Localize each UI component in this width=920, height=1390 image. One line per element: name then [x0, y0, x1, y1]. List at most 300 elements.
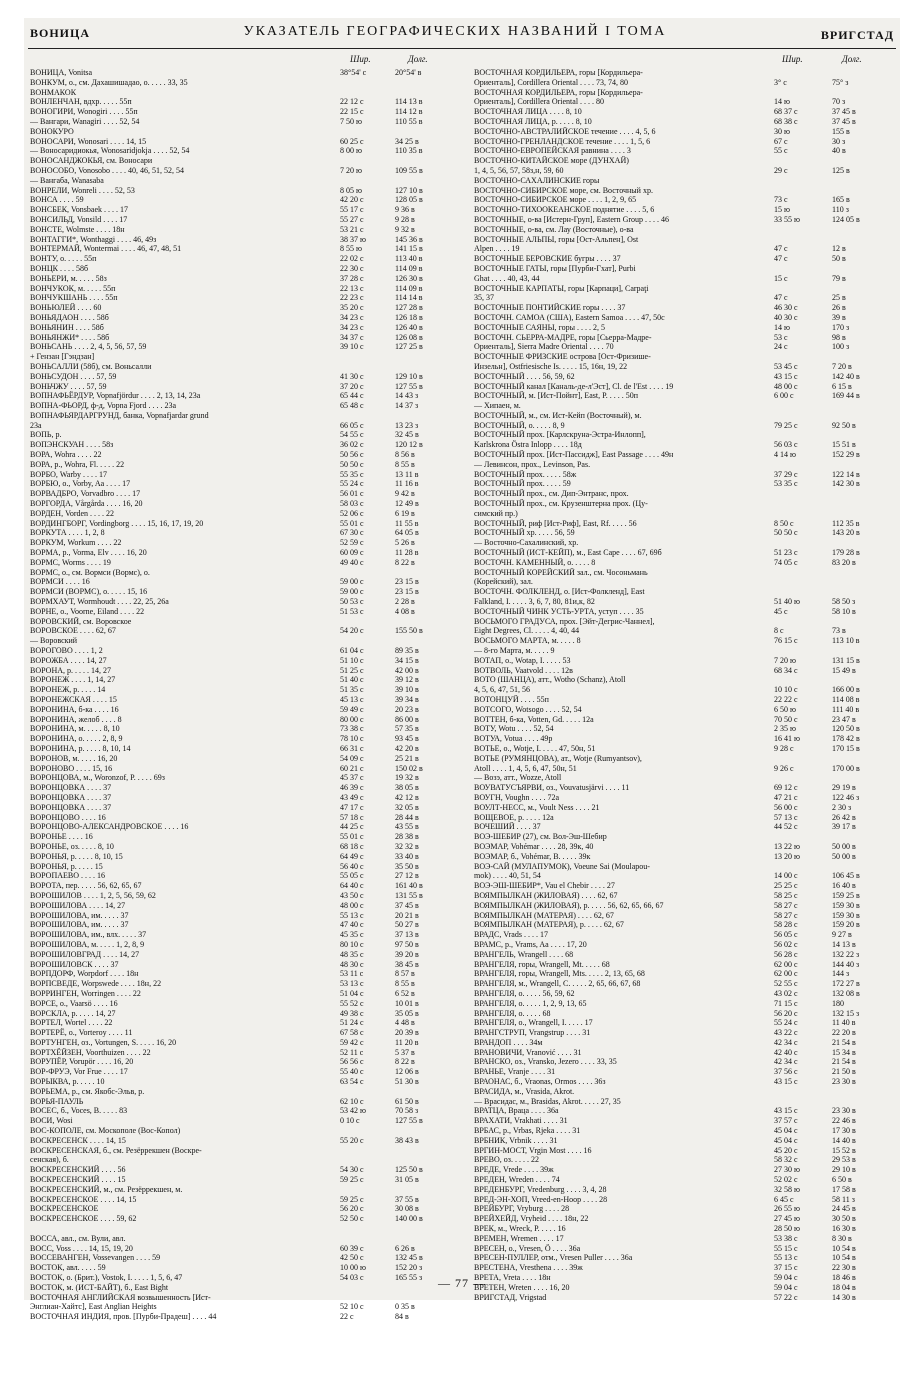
- entry-latitude: 54 03 с: [340, 1273, 364, 1283]
- entry-longitude: 38 05 в: [395, 783, 419, 793]
- index-entry: [474, 528, 892, 538]
- entry-latitude: 45 13 с: [340, 695, 364, 704]
- entry-longitude: 37 45 в: [832, 116, 856, 126]
- entry-name: mok) . . . . 40, 51, 54: [474, 871, 541, 881]
- entry-name: — Врасидас, м., Brasidas, Akrot. . . . . 27, 35: [474, 1096, 621, 1106]
- entry-longitude: 29 53 в: [832, 1155, 856, 1165]
- entry-latitude: 54 30 с: [340, 1165, 364, 1175]
- entry-name: ВРГИН-МОСТ, Vrgin Most . . . . 16: [474, 1145, 592, 1155]
- entry-name: ВОСЬМОГО МАРТА, м. . . . . 8: [474, 636, 581, 646]
- index-entry: [474, 127, 892, 137]
- entry-name: ВОРОПАЕВО . . . . 16: [30, 871, 105, 881]
- index-entry: [474, 88, 892, 98]
- entry-name: ВРЕДЕНБУРГ, Vredenburg . . . . 3, 4, 28: [474, 1184, 607, 1194]
- entry-longitude: 15 49 в: [832, 665, 856, 675]
- entry-name: ВОРМС, о., см. Вормси (Вормс), о.: [30, 567, 150, 577]
- index-entry: [474, 1106, 892, 1116]
- entry-longitude: 64 05 в: [395, 528, 419, 538]
- entry-name: ВОРОНЦОВКА . . . . 37: [30, 783, 112, 793]
- entry-latitude: 55 17 с: [340, 205, 364, 215]
- entry-latitude: 59 25 с: [340, 1194, 364, 1204]
- index-entry: [474, 1195, 892, 1205]
- index-entry: [30, 470, 454, 480]
- entry-latitude: 42 34 с: [774, 1057, 798, 1067]
- entry-longitude: 26 42 в: [832, 812, 856, 822]
- index-entry: [474, 146, 892, 156]
- entry-name: ВОЩЕВОЕ, р. . . . . 12а: [474, 812, 554, 822]
- entry-latitude: 44 25 с: [340, 822, 364, 832]
- entry-name: ВОПНАФЬЯРДАРГРУНД, банка, Vopnafjardar grund: [30, 410, 209, 420]
- entry-longitude: 58 11 з: [832, 1194, 855, 1204]
- index-entry: [474, 137, 892, 147]
- entry-name: ВОРОШИЛОВСК . . . . 37: [30, 959, 119, 969]
- entry-longitude: 4 48 в: [395, 1018, 415, 1028]
- entry-longitude: 126 18 в: [395, 312, 423, 322]
- entry-latitude: 68 38 с: [774, 116, 798, 126]
- index-entry: [30, 127, 454, 137]
- index-entry: [30, 519, 454, 529]
- index-entry: [30, 460, 454, 470]
- entry-longitude: 57 35 в: [395, 724, 419, 734]
- index-entry: [474, 734, 892, 744]
- entry-longitude: 152 29 в: [832, 450, 860, 460]
- entry-name: ВОНЬЯНЖИ* . . . . 58б: [30, 332, 110, 342]
- index-entry: [30, 989, 454, 999]
- entry-latitude: 55 01 с: [340, 518, 364, 528]
- entry-latitude: 58 27 с: [774, 910, 798, 920]
- index-entry: [30, 1146, 454, 1156]
- entry-latitude: 64 40 с: [340, 881, 364, 891]
- entry-name: ВОНИЦА, Vonitsa: [30, 68, 93, 77]
- index-entry: [30, 793, 454, 803]
- index-entry: [474, 930, 892, 940]
- index-entry: [474, 195, 892, 205]
- index-entry: [30, 362, 454, 372]
- entry-longitude: 11 28 в: [395, 548, 419, 558]
- entry-name: ВОРПСВЕДЕ, Worpswede . . . . 18н, 22: [30, 979, 162, 989]
- index-entry: [30, 401, 454, 411]
- index-entry: [30, 137, 454, 147]
- lon-header: Долг.: [408, 54, 428, 64]
- entry-name: ВОРОНЦОВО-АЛЕКСАНДРОВСКОЕ . . . . 16: [30, 822, 189, 832]
- entry-name: ВОСЕС, б., Voces, B. . . . . 83: [30, 1106, 128, 1116]
- entry-latitude: 42 50 с: [340, 1253, 364, 1263]
- entry-name: ВРАНЬЕ, Vranje . . . . 31: [474, 1067, 556, 1077]
- entry-latitude: 58 27 с: [774, 900, 798, 910]
- entry-name: ВОРКУМ, Workum . . . . 22: [30, 538, 122, 548]
- entry-longitude: 28 38 в: [395, 832, 419, 842]
- index-entry: [474, 1263, 892, 1273]
- entry-longitude: 29 10 в: [832, 1165, 856, 1175]
- index-entry: [474, 1067, 892, 1077]
- entry-name: ВОЭ-САЙ (МУЛАПУМОК), Voeune Sai (Moulapou-: [474, 861, 650, 871]
- entry-name: ВОСТОЧНО-ГРЕНЛАНДСКОЕ течение . . . . 1, 5, 6: [474, 136, 651, 146]
- entry-latitude: 43 49 с: [340, 792, 364, 802]
- entry-longitude: 9 28 в: [395, 214, 415, 224]
- entry-longitude: 98 в: [832, 332, 846, 342]
- index-entry: [474, 813, 892, 823]
- entry-latitude: 56 20 с: [774, 1008, 798, 1018]
- entry-latitude: 32 58 ю: [774, 1184, 800, 1194]
- entry-name: ВОРСКЛА, р. . . . . 14, 27: [30, 1008, 116, 1018]
- entry-latitude: 34 23 с: [340, 322, 364, 332]
- entry-name: Ориенталь], Sierra Madre Oriental . . . . 70: [474, 342, 614, 352]
- index-entry: [474, 342, 892, 352]
- entry-latitude: 24 с: [774, 342, 788, 352]
- lat-header: Шир.: [782, 54, 803, 64]
- entry-name: ВОЭ-ШЕБИР (27), см. Вол-Эш-Шебир: [474, 832, 607, 842]
- index-entry: [30, 235, 454, 245]
- entry-latitude: 67 58 с: [340, 1028, 364, 1038]
- index-entry: [474, 950, 892, 960]
- entry-name: ВОРДИНГБОРГ, Vordingborg . . . . 15, 16, 17, 19, 20: [30, 518, 204, 528]
- entry-latitude: 51 53 с: [340, 606, 364, 616]
- entry-latitude: 4 14 ю: [774, 450, 796, 460]
- entry-name: ВОУГН, Voughn . . . . 72а: [474, 792, 560, 802]
- index-entry: [474, 176, 892, 186]
- entry-latitude: 60 09 с: [340, 548, 364, 558]
- index-entry: [30, 617, 454, 627]
- entry-longitude: 128 05 в: [395, 195, 423, 205]
- index-entry: [474, 107, 892, 117]
- entry-longitude: 84 в: [395, 1312, 409, 1322]
- index-entry: [30, 1185, 454, 1195]
- entry-longitude: 9 27 в: [832, 930, 852, 940]
- entry-name: ВОРМСИ (ВОРМС), о. . . . . 15, 16: [30, 587, 148, 597]
- entry-longitude: 132 45 в: [395, 1253, 423, 1263]
- index-entry: [30, 1106, 454, 1116]
- entry-name: ВОРА, р., Wohra, Fl. . . . . 22: [30, 459, 125, 469]
- entry-longitude: 13 23 з: [395, 420, 419, 430]
- index-entry: [474, 1244, 892, 1254]
- index-entry: [30, 715, 454, 725]
- entry-name: ВРАНГЕЛЯ, о. . . . . 1, 2, 9, 13, 65: [474, 998, 587, 1008]
- entry-name: Ориенталь], Cordillera Oriental . . . . 73, 74, 80: [474, 77, 629, 87]
- index-entry: [30, 548, 454, 558]
- index-entry: [474, 969, 892, 979]
- entry-name: ВОНЛЕНЧАН, вдхр. . . . . 55п: [30, 97, 132, 107]
- entry-longitude: 37 45 в: [832, 107, 856, 117]
- index-entry: [30, 499, 454, 509]
- entry-name: ВОТТЕН, б-ка, Votten, Gd. . . . . 12а: [474, 714, 594, 724]
- page-number: — 77 —: [438, 1276, 486, 1290]
- entry-latitude: 52 10 с: [340, 1302, 364, 1312]
- index-entry: [30, 333, 454, 343]
- index-entry: [30, 940, 454, 950]
- entry-longitude: 40 в: [832, 146, 846, 156]
- index-entry: [474, 1028, 892, 1038]
- index-entry: [474, 577, 892, 587]
- entry-latitude: 67 30 с: [340, 528, 364, 538]
- entry-name: ВОСТОЧНЫЙ ЧИНК УСТЬ-УРТА, уступ . . . . 35: [474, 606, 644, 616]
- entry-name: ВОССА, авл., см. Вули, авл.: [30, 1233, 126, 1243]
- entry-longitude: 89 35 в: [395, 646, 419, 656]
- entry-longitude: 9 42 в: [395, 489, 415, 499]
- index-entry: [474, 920, 892, 930]
- index-entry: [474, 705, 892, 715]
- index-entry: [30, 803, 454, 813]
- entry-latitude: 52 02 с: [774, 1175, 798, 1185]
- index-entry: [30, 646, 454, 656]
- index-entry: [474, 274, 892, 284]
- index-entry: [474, 989, 892, 999]
- entry-longitude: 23 47 в: [832, 714, 856, 724]
- entry-latitude: 45 04 с: [774, 1126, 798, 1136]
- index-entry: [474, 1155, 892, 1165]
- entry-latitude: 55 05 с: [340, 871, 364, 881]
- index-entry: [30, 656, 454, 666]
- entry-longitude: 100 з: [832, 342, 850, 352]
- index-entry: [30, 1136, 454, 1146]
- entry-name: ВРАОНАС, б., Vraonas, Ormos . . . . 36з: [474, 1077, 606, 1087]
- entry-latitude: 42 34 с: [774, 1037, 798, 1047]
- entry-name: ВОРОНИНА, б-ка . . . . 16: [30, 704, 119, 714]
- entry-longitude: 161 40 в: [395, 881, 423, 891]
- entry-longitude: 114 08 в: [832, 695, 860, 704]
- entry-latitude: 30 ю: [774, 126, 790, 136]
- index-entry: [474, 1136, 892, 1146]
- entry-name: ВОРОШИЛОВА, им., влх. . . . . 37: [30, 930, 147, 940]
- index-entry: [30, 842, 454, 852]
- entry-name: ВОРОВСКОЕ . . . . 62, 67: [30, 626, 116, 636]
- entry-longitude: 113 10 в: [832, 636, 860, 646]
- entry-name: ВОРБО, Warby . . . . 17: [30, 469, 108, 479]
- entry-longitude: 15 52 в: [832, 1145, 856, 1155]
- entry-longitude: 83 20 в: [832, 557, 856, 567]
- entry-name: ВОРПДОРФ, Worpdorf . . . . 18н: [30, 969, 139, 979]
- entry-longitude: 6 52 в: [395, 988, 415, 998]
- index-entry: [474, 205, 892, 215]
- entry-latitude: 47 21 с: [774, 792, 798, 802]
- entry-name: ВОНЬЯНИН . . . . 58б: [30, 322, 104, 332]
- entry-name: ВРЕВО, оз. . . . . 22: [474, 1155, 539, 1165]
- entry-name: ВОРРИНГЕН, Worringen . . . . 22: [30, 988, 141, 998]
- entry-name: ВОСТОЧНО-КИТАЙСКОЕ море (ДУНХАЙ): [474, 156, 629, 166]
- entry-name: ВРБНИК, Vrbnik . . . . 31: [474, 1135, 558, 1145]
- entry-latitude: 8 00 ю: [340, 146, 362, 156]
- entry-latitude: 53 11 с: [340, 969, 364, 979]
- index-entry: [474, 675, 892, 685]
- index-entry: [30, 293, 454, 303]
- entry-latitude: 48 35 с: [340, 949, 364, 959]
- entry-longitude: 143 20 в: [832, 528, 860, 538]
- index-entry: [30, 950, 454, 960]
- index-entry: [30, 813, 454, 823]
- entry-name: ВОЯМПЫЛКАН (ЖИЛОВАЯ), р. . . . . 56, 62, 65, 66, 67: [474, 900, 664, 910]
- entry-name: ВРЕСЕН, о., Vresen, Ö . . . . 36а: [474, 1243, 581, 1253]
- entry-latitude: 6 50 ю: [774, 704, 796, 714]
- entry-latitude: 53 45 с: [774, 361, 798, 371]
- entry-longitude: 37 13 в: [395, 930, 419, 940]
- entry-name: ВОСТОЧН. САМОА (США), Eastern Samoa . . . . 47, 50с: [474, 312, 665, 322]
- entry-longitude: 180: [832, 998, 844, 1008]
- entry-longitude: 51 30 в: [395, 1077, 419, 1087]
- entry-longitude: 10 54 в: [832, 1243, 856, 1253]
- entry-latitude: 56 00 с: [774, 802, 798, 812]
- entry-latitude: 50 50 с: [340, 459, 364, 469]
- entry-latitude: 57 13 с: [774, 812, 798, 822]
- index-entry: [474, 538, 892, 548]
- index-entry: [474, 333, 892, 343]
- entry-latitude: 49 38 с: [340, 1008, 364, 1018]
- entry-latitude: 51 10 с: [340, 655, 364, 665]
- entry-longitude: 110 55 в: [395, 116, 423, 126]
- entry-longitude: 126 40 в: [395, 322, 423, 332]
- entry-name: ВОСТОЧНЫЙ, м., см. Ист-Кейп (Восточный), м.: [474, 410, 642, 420]
- entry-latitude: 58 28 с: [774, 920, 798, 930]
- entry-name: ВРАНГЕЛЯ, о., Wrangell, I. . . . . 17: [474, 1018, 593, 1028]
- entry-name: ВРАСИДА, м., Vrasida, Akrot.: [474, 1086, 575, 1096]
- index-entry: [30, 215, 454, 225]
- entry-latitude: 54 20 с: [340, 626, 364, 636]
- index-entry: [474, 470, 892, 480]
- entry-longitude: 165 55 з: [395, 1273, 423, 1283]
- entry-name: ВОРОНЦОВО . . . . 16: [30, 812, 106, 822]
- index-entry: [30, 1175, 454, 1185]
- entry-name: ВРАНГЕЛЯ, о. . . . . 56, 59, 62: [474, 988, 575, 998]
- entry-longitude: 37 55 в: [395, 1194, 419, 1204]
- entry-longitude: 114 09 в: [395, 283, 423, 293]
- index-entry: [30, 734, 454, 744]
- entry-name: ВОРМА, р., Vorma, Elv . . . . 16, 20: [30, 548, 147, 558]
- entry-name: 1, 4, 5, 56, 57, 58з,н, 59, 60: [474, 165, 564, 175]
- entry-longitude: 14 43 з: [395, 391, 419, 401]
- index-entry: [474, 803, 892, 813]
- entry-latitude: 37 56 с: [774, 1067, 798, 1077]
- entry-name: ВОТЬЕ, о., Wotje, I. . . . . 47, 50н, 51: [474, 743, 596, 753]
- index-entry: [30, 1263, 454, 1273]
- entry-latitude: 45 35 с: [340, 930, 364, 940]
- index-entry: [30, 1009, 454, 1019]
- entry-longitude: 16 40 в: [832, 881, 856, 891]
- entry-latitude: 27 45 ю: [774, 1214, 800, 1224]
- index-entry: [474, 607, 892, 617]
- entry-latitude: 46 39 с: [340, 783, 364, 793]
- entry-latitude: 51 35 с: [340, 685, 364, 695]
- entry-longitude: 32 45 в: [395, 430, 419, 440]
- entry-latitude: 22 15 с: [340, 107, 364, 117]
- entry-name: ВОЯМПЫЛКАН (МАТЕРАЯ), р. . . . . 62, 67: [474, 920, 624, 930]
- entry-name: — 8-го Марта, м. . . . . 9: [474, 646, 555, 656]
- entry-name: ВОС-КОПОЛЕ, см. Москополе (Вос-Копол): [30, 1126, 181, 1136]
- index-entry: [474, 842, 892, 852]
- entry-name: ВОНСА . . . . 59: [30, 195, 84, 205]
- entry-longitude: 124 05 в: [832, 214, 860, 224]
- index-entry: [30, 666, 454, 676]
- entry-name: ВРАНГЕЛЯ, горы, Wrangell, Mt. . . . . 68: [474, 959, 610, 969]
- entry-longitude: 22 30 в: [832, 1263, 856, 1273]
- index-entry: [474, 695, 892, 705]
- entry-latitude: 51 25 с: [340, 665, 364, 675]
- index-entry: [474, 1057, 892, 1067]
- index-entry: [474, 421, 892, 431]
- entry-name: ВОСТОЧН. КАМЕННЫЙ, о. . . . . 8: [474, 557, 596, 567]
- entry-name: ВОРОГОВО . . . . 1, 2: [30, 646, 103, 656]
- index-entry: [30, 1204, 454, 1214]
- entry-longitude: 179 28 в: [832, 548, 860, 558]
- index-entry: [30, 1087, 454, 1097]
- entry-name: ВОЧЕШИЙ . . . . 37: [474, 822, 541, 832]
- entry-latitude: 43 15 с: [774, 1077, 798, 1087]
- index-entry: [30, 244, 454, 254]
- index-entry: [474, 1116, 892, 1126]
- entry-latitude: 80 10 с: [340, 939, 364, 949]
- index-entry: [30, 1077, 454, 1087]
- entry-name: ВОСТОЧНЫЕ ПОНТИЙСКИЕ горы . . . . 37: [474, 303, 626, 313]
- entry-latitude: 53 38 с: [774, 1233, 798, 1243]
- entry-name: ВОСТОЧНО-АВСТРАЛИЙСКОЕ течение . . . . 4, 5, 6: [474, 126, 656, 136]
- entry-name: ВОРОЖБА . . . . 14, 27: [30, 655, 107, 665]
- index-entry: [474, 1077, 892, 1087]
- entry-longitude: 106 45 в: [832, 871, 860, 881]
- entry-latitude: 47 17 с: [340, 802, 364, 812]
- index-entry: [474, 450, 892, 460]
- index-entry: [30, 186, 454, 196]
- entry-name: ВОСТОК, о. (Брит.), Vostok, I. . . . . 1, 5, 6, 47: [30, 1273, 183, 1283]
- entry-latitude: 59 42 с: [340, 1037, 364, 1047]
- entry-name: ВОРЬЯ-ПАУЛЬ: [30, 1096, 84, 1106]
- index-entry: [474, 1048, 892, 1058]
- index-entry: [30, 558, 454, 568]
- entry-name: ВРЕЙХЕЙД, Vryheid . . . . 18н, 22: [474, 1214, 589, 1224]
- entry-name: ВОСТОЧНЫЕ САЯНЫ, горы . . . . 2, 5: [474, 322, 606, 332]
- entry-name: ВОСЬМОГО ГРАДУСА, прох. [Эйт-Дегрис-Чаннел],: [474, 616, 655, 626]
- page: [24, 18, 900, 1322]
- entry-longitude: 17 58 в: [832, 1184, 856, 1194]
- entry-longitude: 8 55 в: [395, 979, 415, 989]
- entry-longitude: 42 20 в: [395, 743, 419, 753]
- index-entry: [474, 68, 892, 78]
- index-entry: [30, 587, 454, 597]
- entry-longitude: 38 43 в: [395, 1135, 419, 1145]
- index-entry: [474, 1038, 892, 1048]
- index-entry: [30, 764, 454, 774]
- entry-longitude: 16 30 в: [832, 1224, 856, 1234]
- index-entry: [474, 1165, 892, 1175]
- index-entry: [474, 352, 892, 362]
- entry-name: ВОЭ-ЭШ-ШЕБИР*, Vau el Chebir . . . . 27: [474, 881, 615, 891]
- entry-longitude: 152 20 з: [395, 1263, 423, 1273]
- index-entry: [30, 156, 454, 166]
- entry-name: ВОСТОЧН. ФОЛКЛЕНД, о. [Ист-Фолкленд], East: [474, 587, 645, 597]
- entry-latitude: 52 50 с: [340, 1214, 364, 1224]
- index-entry: [30, 528, 454, 538]
- index-entry: [474, 509, 892, 519]
- entry-longitude: 120 12 в: [395, 440, 423, 450]
- entry-longitude: 8 55 в: [395, 459, 415, 469]
- entry-longitude: 145 36 в: [395, 234, 423, 244]
- index-entry: [30, 78, 454, 88]
- entry-longitude: 39 в: [832, 312, 846, 322]
- entry-name: ВОСИ, Wosi: [30, 1116, 73, 1126]
- entry-name: — Воровский: [30, 636, 78, 646]
- entry-name: ВОСТОЧНЫЙ, о. . . . . 8, 9: [474, 420, 565, 430]
- entry-latitude: 56 28 с: [774, 949, 798, 959]
- entry-longitude: 25 в: [832, 293, 846, 303]
- entry-name: ВОНОГИРИ, Wonogiri . . . . 55п: [30, 107, 138, 117]
- entry-longitude: 0 35 в: [395, 1302, 415, 1312]
- entry-longitude: 15 51 в: [832, 440, 856, 450]
- index-entry: [30, 626, 454, 636]
- entry-latitude: 59 04 с: [774, 1282, 798, 1292]
- entry-name: Falkland, I. . . . . 3, 6, 7, 80, 81и,к, 82: [474, 597, 595, 607]
- index-entry: [30, 195, 454, 205]
- index-entry: [30, 1244, 454, 1254]
- entry-name: ВОРБЮ, о., Vorby, Aa . . . . 17: [30, 479, 131, 489]
- index-entry: [474, 1087, 892, 1097]
- index-entry: [474, 284, 892, 294]
- entry-latitude: 7 50 ю: [340, 116, 362, 126]
